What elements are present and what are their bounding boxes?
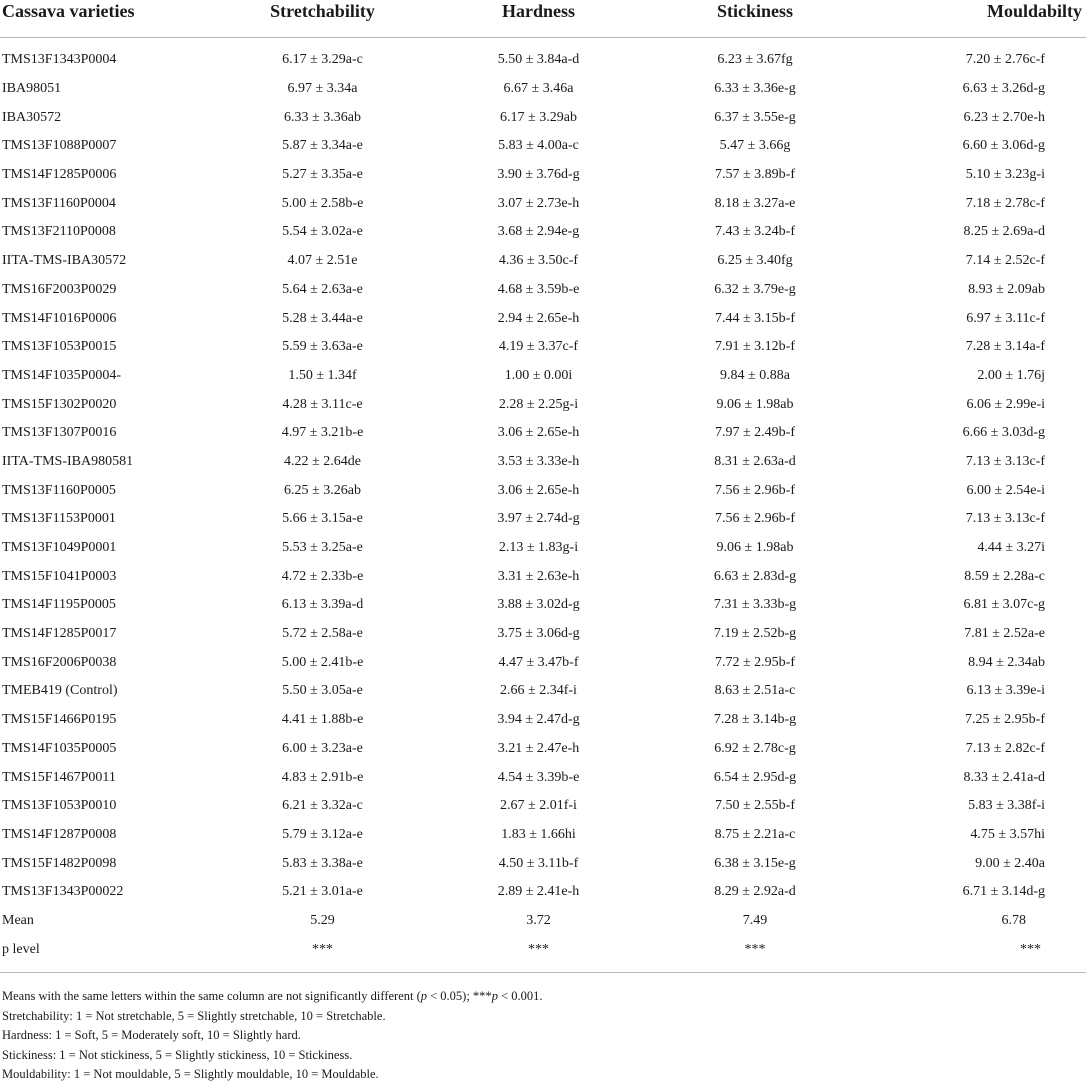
value-cell: 6.23 ± 2.70e-h [963, 109, 1045, 125]
variety-name-cell: IITA-TMS-IBA980581 [2, 453, 134, 469]
value-cell: 6.54 ± 2.95d-g [713, 769, 797, 785]
value-cell: 3.06 ± 2.65e-h [497, 482, 580, 498]
table-header [0, 0, 1086, 38]
table-row [0, 935, 1086, 964]
value-cell: 6.63 ± 3.26d-g [962, 81, 1045, 97]
value-cell: 7.14 ± 2.52c-f [965, 253, 1045, 269]
value-cell: 1.50 ± 1.34f [288, 367, 357, 383]
value-cell: 3.21 ± 2.47e-h [497, 740, 580, 756]
footnote-significance-text: Means with the same letters within the same column are not significantly different ( [2, 989, 421, 1003]
table-row [0, 218, 1086, 247]
value-cell: 9.84 ± 0.88a [720, 367, 790, 383]
table-row [0, 505, 1086, 534]
value-cell: 5.47 ± 3.66g [719, 138, 791, 154]
value-cell: 6.63 ± 2.83d-g [713, 568, 797, 584]
value-cell: 5.10 ± 3.23g-i [965, 167, 1045, 183]
footnote-mouldability: Mouldability: 1 = Not mouldable, 5 = Slightly mouldable, 10 = Mouldable. [2, 1067, 379, 1081]
value-cell: 5.21 ± 3.01a-e [282, 884, 363, 900]
variety-name-cell: TMS14F1287P0008 [2, 826, 117, 842]
table-row [0, 677, 1086, 706]
value-cell: 7.13 ± 2.82c-f [965, 740, 1045, 756]
value-cell: 7.43 ± 3.24b-f [714, 224, 795, 240]
table-footnotes [2, 987, 1082, 1085]
value-cell: 9.00 ± 2.40a [975, 855, 1045, 871]
variety-name-cell: TMS15F1302P0020 [2, 396, 117, 412]
variety-name-cell: TMS14F1195P0005 [2, 597, 116, 613]
value-cell: 8.93 ± 2.09ab [968, 281, 1045, 297]
variety-name-cell: TMS14F1285P0017 [2, 626, 117, 642]
header-stretchability: Stretchability [216, 0, 429, 38]
value-cell: *** [528, 941, 549, 957]
value-cell: 5.00 ± 2.41b-e [281, 654, 364, 670]
value-cell: 5.50 ± 3.05a-e [282, 683, 363, 699]
value-cell: 7.28 ± 3.14a-f [965, 339, 1045, 355]
header-hardness: Hardness [429, 0, 648, 38]
table-row [0, 878, 1086, 907]
variety-name-cell: TMEB419 (Control) [2, 683, 118, 699]
value-cell: 5.64 ± 2.63a-e [282, 281, 363, 297]
value-cell: 5.29 [310, 912, 335, 928]
variety-name-cell: TMS13F1307P0016 [2, 425, 117, 441]
value-cell: 3.06 ± 2.65e-h [497, 425, 580, 441]
value-cell: 8.75 ± 2.21a-c [714, 826, 796, 842]
table-row [0, 476, 1086, 505]
value-cell: 8.59 ± 2.28a-c [964, 568, 1045, 584]
footnote-stickiness: Stickiness: 1 = Not stickiness, 5 = Slightly stickiness, 10 = Stickiness. [2, 1047, 353, 1062]
value-cell: 6.97 ± 3.11c-f [966, 310, 1045, 326]
table-row [0, 103, 1086, 132]
value-cell: 2.28 ± 2.25g-i [498, 396, 579, 412]
value-cell: 7.25 ± 2.95b-f [964, 712, 1045, 728]
value-cell: 3.53 ± 3.33e-h [497, 453, 580, 469]
table-row [0, 75, 1086, 104]
value-cell: 6.81 ± 3.07c-g [963, 597, 1045, 613]
variety-name-cell: IBA98051 [2, 81, 62, 97]
value-cell: 6.25 ± 3.26ab [284, 482, 361, 498]
table-bottom-rule [0, 964, 1086, 973]
variety-name-cell: TMS14F1035P0005 [2, 740, 117, 756]
value-cell: 6.13 ± 3.39a-d [281, 597, 364, 613]
value-cell: 9.06 ± 1.98ab [716, 540, 794, 556]
value-cell: 7.13 ± 3.13c-f [965, 453, 1045, 469]
value-cell: 6.71 ± 3.14d-g [962, 884, 1045, 900]
value-cell: 8.25 ± 2.69a-d [963, 224, 1045, 240]
variety-name-cell: IITA-TMS-IBA30572 [2, 253, 127, 269]
value-cell: 7.56 ± 2.96b-f [714, 482, 795, 498]
table-row [0, 419, 1086, 448]
table-spacer-row [0, 38, 1086, 47]
footnote-significance-text: < 0.001. [497, 989, 543, 1003]
table-row [0, 706, 1086, 735]
header-row [0, 0, 1086, 38]
header-cassava-varieties: Cassava varieties [0, 0, 216, 38]
table-row [0, 362, 1086, 391]
footnote-significance [2, 987, 1082, 1007]
value-cell: 6.32 ± 3.79e-g [714, 281, 796, 297]
table-row [0, 304, 1086, 333]
value-cell: 4.50 ± 3.11b-f [498, 855, 579, 871]
value-cell: 6.00 ± 2.54e-i [966, 482, 1045, 498]
value-cell: 6.97 ± 3.34a [287, 81, 358, 97]
value-cell: 6.78 [1001, 912, 1026, 928]
value-cell: 8.31 ± 2.63a-d [714, 453, 796, 469]
value-cell: *** [1020, 941, 1041, 957]
value-cell: 6.38 ± 3.15e-g [714, 855, 796, 871]
value-cell: 4.72 ± 2.33b-e [281, 568, 364, 584]
footnote-p-symbol: p [420, 989, 427, 1003]
table-row [0, 132, 1086, 161]
value-cell: 7.28 ± 3.14b-g [713, 712, 797, 728]
value-cell: 3.88 ± 3.02d-g [497, 597, 580, 613]
variety-name-cell: TMS15F1467P0011 [2, 769, 116, 785]
value-cell: 4.97 ± 3.21b-e [281, 425, 364, 441]
variety-name-cell: TMS14F1016P0006 [2, 310, 117, 326]
table-row [0, 620, 1086, 649]
variety-name-cell: TMS13F1049P0001 [2, 540, 117, 556]
value-cell: 8.18 ± 3.27a-e [714, 195, 796, 211]
value-cell: 7.57 ± 3.89b-f [714, 167, 795, 183]
variety-name-cell: TMS14F1285P0006 [2, 167, 117, 183]
table-row [0, 849, 1086, 878]
table-row [0, 591, 1086, 620]
value-cell: 5.79 ± 3.12a-e [282, 826, 363, 842]
value-cell: 5.27 ± 3.35a-e [282, 167, 363, 183]
value-cell: *** [312, 941, 333, 957]
value-cell: 3.68 ± 2.94e-g [497, 224, 580, 240]
value-cell: 4.44 ± 3.27i [977, 540, 1045, 556]
table-row [0, 161, 1086, 190]
value-cell: 5.83 ± 3.38a-e [282, 855, 363, 871]
variety-name-cell: TMS14F1035P0004- [2, 367, 122, 383]
value-cell: 2.67 ± 2.01f-i [500, 798, 577, 814]
value-cell: 7.50 ± 2.55b-f [714, 798, 795, 814]
table-row [0, 333, 1086, 362]
value-cell: 7.56 ± 2.96b-f [714, 511, 795, 527]
value-cell: 6.67 ± 3.46a [503, 81, 574, 97]
table-end-row [0, 964, 1086, 973]
table-row [0, 46, 1086, 75]
table-row [0, 648, 1086, 677]
table-row [0, 247, 1086, 276]
value-cell: 8.29 ± 2.92a-d [714, 884, 796, 900]
table-row [0, 562, 1086, 591]
table-row [0, 907, 1086, 936]
value-cell: 7.72 ± 2.95b-f [714, 654, 795, 670]
value-cell: 6.25 ± 3.40fg [717, 253, 793, 269]
value-cell: 6.37 ± 3.55e-g [714, 109, 796, 125]
variety-name-cell: TMS13F1088P0007 [2, 138, 117, 154]
value-cell: 1.00 ± 0.00i [504, 367, 573, 383]
value-cell: 4.22 ± 2.64de [284, 453, 361, 469]
value-cell: 5.83 ± 3.38f-i [968, 798, 1045, 814]
value-cell: 4.36 ± 3.50c-f [498, 253, 579, 269]
value-cell: 3.97 ± 2.74d-g [497, 511, 580, 527]
value-cell: 3.90 ± 3.76d-g [497, 167, 580, 183]
footnote-p-symbol: p [491, 989, 498, 1003]
value-cell: 4.47 ± 3.47b-f [498, 654, 579, 670]
table-row [0, 534, 1086, 563]
variety-name-cell: IBA30572 [2, 109, 62, 125]
table-row [0, 276, 1086, 305]
variety-name-cell: TMS13F1160P0005 [2, 482, 116, 498]
footnote-significance-text: < 0.05); *** [427, 989, 492, 1003]
header-stickiness: Stickiness [648, 0, 862, 38]
value-cell: 7.18 ± 2.78c-f [965, 195, 1045, 211]
value-cell: 5.54 ± 3.02a-e [282, 224, 363, 240]
value-cell: 6.33 ± 3.36ab [284, 109, 361, 125]
value-cell: 2.94 ± 2.65e-h [497, 310, 580, 326]
variety-name-cell: TMS13F1160P0004 [2, 195, 116, 211]
table-row [0, 792, 1086, 821]
value-cell: 6.17 ± 3.29ab [500, 109, 577, 125]
value-cell: 7.81 ± 2.52a-e [964, 626, 1045, 642]
variety-name-cell: TMS15F1482P0098 [2, 855, 117, 871]
value-cell: 4.83 ± 2.91b-e [281, 769, 364, 785]
value-cell: 4.54 ± 3.39b-e [497, 769, 580, 785]
value-cell: 5.00 ± 2.58b-e [281, 195, 364, 211]
value-cell: 4.75 ± 3.57hi [970, 826, 1045, 842]
value-cell: 7.20 ± 2.76c-f [965, 52, 1045, 68]
value-cell: 6.92 ± 2.78c-g [714, 740, 796, 756]
variety-name-cell: TMS16F2006P0038 [2, 654, 117, 670]
table-row [0, 448, 1086, 477]
value-cell: 3.07 ± 2.73e-h [497, 195, 580, 211]
value-cell: 1.83 ± 1.66hi [501, 826, 576, 842]
value-cell: 7.31 ± 3.33b-g [713, 597, 797, 613]
spacer-cell [0, 38, 1086, 47]
value-cell: 6.17 ± 3.29a-c [282, 52, 363, 68]
value-cell: 4.07 ± 2.51e [287, 253, 358, 269]
value-cell: 5.66 ± 3.15a-e [282, 511, 363, 527]
table-body [0, 38, 1086, 973]
variety-name-cell: TMS13F2110P0008 [2, 224, 116, 240]
value-cell: 2.00 ± 1.76j [977, 367, 1045, 383]
value-cell: 5.83 ± 4.00a-c [498, 138, 579, 154]
value-cell: 5.59 ± 3.63a-e [282, 339, 363, 355]
value-cell: 9.06 ± 1.98ab [716, 396, 794, 412]
variety-name-cell: TMS13F1053P0010 [2, 798, 117, 814]
table-row [0, 821, 1086, 850]
value-cell: 3.75 ± 3.06d-g [497, 626, 580, 642]
header-mouldability: Mouldabilty [862, 0, 1086, 38]
table-row [0, 763, 1086, 792]
value-cell: 6.33 ± 3.36e-g [714, 81, 796, 97]
variety-name-cell: TMS15F1466P0195 [2, 712, 117, 728]
variety-name-cell: TMS13F1153P0001 [2, 511, 116, 527]
value-cell: 6.66 ± 3.03d-g [962, 425, 1045, 441]
table-row [0, 189, 1086, 218]
value-cell: 4.19 ± 3.37c-f [498, 339, 579, 355]
value-cell: 8.33 ± 2.41a-d [963, 769, 1045, 785]
value-cell: 7.91 ± 3.12b-f [714, 339, 795, 355]
value-cell: 2.13 ± 1.83g-i [498, 540, 579, 556]
value-cell: 4.68 ± 3.59b-e [497, 281, 580, 297]
value-cell: 5.87 ± 3.34a-e [282, 138, 363, 154]
value-cell: 4.41 ± 1.88b-e [281, 712, 364, 728]
variety-name-cell: TMS16F2003P0029 [2, 281, 117, 297]
value-cell: *** [744, 941, 766, 957]
value-cell: 8.94 ± 2.34ab [968, 654, 1045, 670]
value-cell: 8.63 ± 2.51a-c [714, 683, 796, 699]
value-cell: 3.72 [526, 912, 551, 928]
footnote-hardness: Hardness: 1 = Soft, 5 = Moderately soft, 10 = Slightly hard. [2, 1028, 301, 1042]
variety-name-cell: TMS13F1343P0004 [2, 52, 117, 68]
value-cell: 7.13 ± 3.13c-f [965, 511, 1045, 527]
value-cell: 7.49 [742, 912, 768, 928]
value-cell: 6.21 ± 3.32a-c [282, 798, 363, 814]
value-cell: 5.72 ± 2.58a-e [282, 626, 363, 642]
value-cell: 6.00 ± 3.23a-e [282, 740, 363, 756]
value-cell: 2.66 ± 2.34f-i [500, 683, 577, 699]
variety-name-cell: Mean [2, 912, 34, 928]
value-cell: 7.19 ± 2.52b-g [713, 626, 797, 642]
value-cell: 6.60 ± 3.06d-g [962, 138, 1045, 154]
value-cell: 6.06 ± 2.99e-i [966, 396, 1045, 412]
value-cell: 4.28 ± 3.11c-e [282, 396, 363, 412]
value-cell: 7.97 ± 2.49b-f [714, 425, 795, 441]
table-row [0, 390, 1086, 419]
value-cell: 7.44 ± 3.15b-f [714, 310, 795, 326]
variety-name-cell: TMS13F1343P00022 [2, 884, 124, 900]
value-cell: 3.94 ± 2.47d-g [497, 712, 580, 728]
value-cell: 2.89 ± 2.41e-h [497, 884, 580, 900]
value-cell: 6.13 ± 3.39e-i [966, 683, 1045, 699]
variety-name-cell: TMS13F1053P0015 [2, 339, 117, 355]
value-cell: 6.23 ± 3.67fg [717, 52, 793, 68]
footnote-stretchability: Stretchability: 1 = Not stretchable, 5 = Slightly stretchable, 10 = Stretchable. [2, 1008, 386, 1023]
value-cell: 5.53 ± 3.25a-e [282, 540, 363, 556]
table-row [0, 735, 1086, 764]
variety-name-cell: TMS15F1041P0003 [2, 568, 117, 584]
value-cell: 5.50 ± 3.84a-d [497, 52, 580, 68]
value-cell: 5.28 ± 3.44a-e [282, 310, 363, 326]
variety-name-cell: p level [2, 941, 40, 957]
value-cell: 3.31 ± 2.63e-h [497, 568, 580, 584]
